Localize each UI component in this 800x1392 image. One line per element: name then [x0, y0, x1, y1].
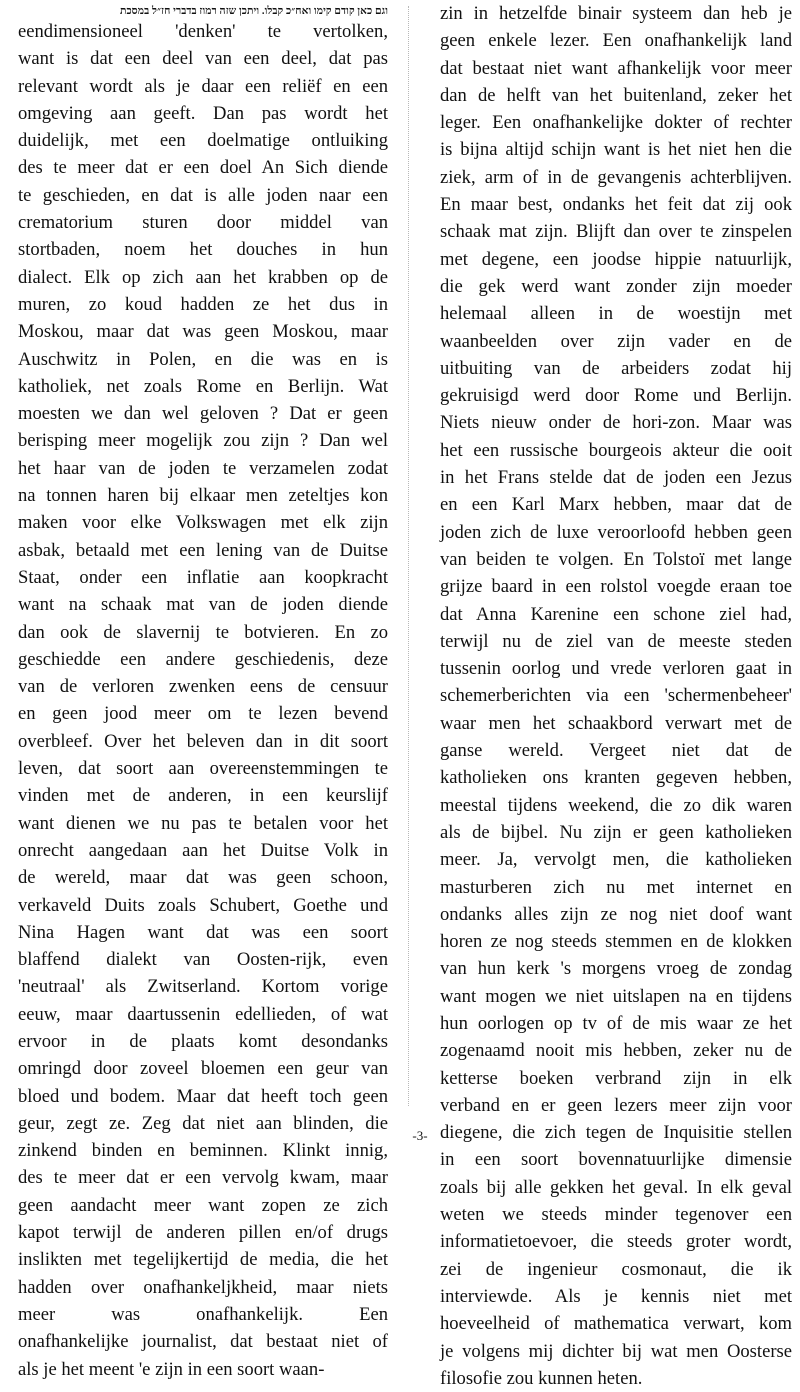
text-line: informatietoevoer, die steeds groter wordt,: [440, 1231, 792, 1253]
text-line: geen enkele lezer. Een onafhankelijk land: [440, 30, 792, 52]
text-line: muren, zo koud hadden ze het dus in: [18, 293, 388, 315]
text-line: in het Frans stelde dat de joden een Jezus: [440, 467, 792, 489]
text-line: hadden over onafhankeljkheid, maar niets: [18, 1276, 388, 1298]
text-line: van hun kerk 's morgens vroeg de zondag: [440, 958, 792, 980]
text-line: geen aandacht meer want zopen ze zich: [18, 1194, 388, 1216]
text-line: leger. Een onafhankelijke dokter of rechter: [440, 112, 792, 134]
text-line: dat Anna Karenine een schone ziel had,: [440, 603, 792, 625]
text-line: crematorium sturen door middel van: [18, 212, 388, 234]
text-line: katholieken ons kranten gegeven hebben,: [440, 767, 792, 789]
text-line: duidelijk, met een doelmatige ontluiking: [18, 130, 388, 152]
text-line: helemaal alleen in de woestijn met: [440, 303, 792, 325]
text-line: Auschwitz in Polen, en die was en is: [18, 348, 388, 370]
text-line: grijze baard in een rolstol voegde eraan toe: [440, 576, 792, 598]
text-line: zoals bij alle gekken het geval. In elk geval: [440, 1176, 792, 1198]
text-line: zogenaamd nooit mis hebben, zeker nu de: [440, 1040, 792, 1062]
text-line: want na schaak mat van de joden diende: [18, 594, 388, 616]
text-line: stortbaden, noem het douches in hun: [18, 239, 388, 261]
text-line: ganse wereld. Vergeet niet dat de: [440, 740, 792, 762]
text-line: is bijna altijd schijn want is het niet hen die: [440, 139, 792, 161]
text-line: bloed und bodem. Maar dat heeft toch geen: [18, 1085, 388, 1107]
text-line: onrecht aangedaan aan het Duitse Volk in: [18, 839, 388, 861]
text-line: want is dat een deel van een deel, dat pas: [18, 48, 388, 70]
text-line: zinkend binden en beminnen. Klinkt innig,: [18, 1140, 388, 1162]
text-line: asbak, betaald met een lening van de Duitse: [18, 539, 388, 561]
text-line: En maar best, ondanks het feit dat zij ook: [440, 194, 792, 216]
page-number: -3-: [412, 1128, 428, 1143]
text-line: schemerberichten via een 'schermenbeheer': [440, 685, 792, 707]
text-line: hoeveelheid of mathematica verwart, kom: [440, 1313, 792, 1335]
text-line: na tonnen haren bij elkaar men zeteltjes kon: [18, 485, 388, 507]
text-line: dialect. Elk op zich aan het krabben op de: [18, 266, 388, 288]
text-line: berisping meer mogelijk zou zijn ? Dan wel: [18, 430, 388, 452]
text-line: als de bijbel. Nu zijn er geen katholieken: [440, 821, 792, 843]
text-line: te geschieden, en dat is alle joden naar een: [18, 184, 388, 206]
right-column: [440, 0, 792, 1389]
text-line: joden zich de luxe veroorloofd hebben geen: [440, 521, 792, 543]
text-line: relevant wordt als je daar een reliëf en een: [18, 75, 388, 97]
text-line: meer. Ja, vervolgt men, die katholieken: [440, 849, 792, 871]
text-line: dan ook de slavernij te botvieren. En zo: [18, 621, 388, 643]
text-line: masturberen zich nu met internet en: [440, 876, 792, 898]
text-line: onafhankelijke journalist, dat bestaat niet of: [18, 1331, 388, 1353]
text-line: 'neutraal' als Zwitserland. Kortom vorige: [18, 976, 388, 998]
text-line: gekruisigd werd door Rome und Berlijn.: [440, 385, 792, 407]
text-line: filosofie zou kunnen heten.: [440, 1367, 643, 1389]
text-line: des te meer dat er een vervolg kwam, maar: [18, 1167, 388, 1189]
text-line: overbleef. Over het beleven dan in dit soort: [18, 730, 388, 752]
text-line: meer was onafhankelijk. Een: [18, 1303, 388, 1325]
text-line: tussenin oorlog und vrede verloren gaat in: [440, 658, 792, 680]
text-line: dat bestaat niet want afhankelijk voor meer: [440, 57, 792, 79]
text-line: en geen jood meer om te lezen bevend: [18, 703, 388, 725]
text-line: zei de ingenieur cosmonaut, die ik: [440, 1258, 792, 1280]
text-line: omringd door zoveel bloemen een geur van: [18, 1058, 388, 1080]
text-line: in een soort bovennatuurlijke dimensie: [440, 1149, 792, 1171]
text-line: ziek, arm of in de gevangenis achterblijven.: [440, 166, 792, 188]
right-column-text: [440, 0, 792, 1392]
text-line: het haar van de joden te verzamelen zodat: [18, 457, 388, 479]
text-line: en een Karl Marx hebben, maar dat de: [440, 494, 792, 516]
text-line: eeuw, maar daartussenin edellieden, of wat: [18, 1003, 388, 1025]
text-line: katholiek, net zoals Rome en Berlijn. Wat: [18, 375, 388, 397]
text-line: leven, dat soort aan overeenstemmingen te: [18, 758, 388, 780]
column-divider: [408, 6, 409, 1106]
text-line: verband en er geen lezers meer zijn voor: [440, 1094, 792, 1116]
text-line: vinden met de anderen, in een keurslijf: [18, 785, 388, 807]
text-line: terwijl nu de ziel van de meeste steden: [440, 630, 792, 652]
text-line: het een russische bourgeois akteur die ooit: [440, 439, 792, 461]
text-line: van beiden te volgen. En Tolstoï met lange: [440, 548, 792, 570]
text-line: geur, zegt ze. Zeg dat niet aan blinden, die: [18, 1112, 388, 1134]
text-line: moesten we dan wel geloven ? Dat er geen: [18, 403, 388, 425]
text-line: kapot terwijl de anderen pillen en/of drugs: [18, 1222, 388, 1244]
text-line: met degene, een joodse hippie natuurlijk,: [440, 248, 792, 270]
text-line: schaak mat zijn. Blijft dan over te zinspelen: [440, 221, 792, 243]
text-line: ondanks alles zijn ze nog niet doof want: [440, 903, 792, 925]
text-line: ketterse boeken verbrand zijn in elk: [440, 1067, 792, 1089]
text-line: waanbeelden over zijn vader en de: [440, 330, 792, 352]
text-line: inslikten met tegelijkertijd de media, die het: [18, 1249, 388, 1271]
text-line: diegene, die zich tegen de Inquisitie stellen: [440, 1122, 792, 1144]
text-line: verkaveld Duits zoals Schubert, Goethe und: [18, 894, 388, 916]
text-line: want mogen we niet uitslapen na en tijdens: [440, 985, 792, 1007]
text-line: eendimensioneel 'denken' te vertolken,: [18, 21, 388, 42]
text-line: blaffend dialekt van Oosten-rijk, even: [18, 949, 388, 971]
text-line: meestal tijdens weekend, die zo dik waren: [440, 794, 792, 816]
text-line: uitbuiting van de arbeiders zodat hij: [440, 357, 792, 379]
text-line: want dienen we nu pas te betalen voor het: [18, 812, 388, 834]
text-line: als je het meent 'e zijn in een soort waan-: [18, 1358, 325, 1380]
text-line: Niets nieuw onder de hori-zon. Maar was: [440, 412, 792, 434]
text-line: zin in hetzelfde binair systeem dan heb je: [440, 3, 792, 24]
text-line: die gek werd want zonder zijn moeder: [440, 275, 792, 297]
text-line: weten we steeds minder tegenover een: [440, 1204, 792, 1226]
text-line: waar men het schaakbord verwart met de: [440, 712, 792, 734]
text-line: omgeving aan geeft. Dan pas wordt het: [18, 102, 388, 124]
text-line: dan de helft van het buitenland, zeker het: [440, 84, 792, 106]
text-line: Moskou, maar dat was geen Moskou, maar: [18, 321, 388, 343]
text-line: geschiedde een andere geschiedenis, deze: [18, 648, 388, 670]
text-line: de wereld, maar dat was geen schoon,: [18, 867, 388, 889]
text-line: hun oorlogen op tv of de mis waar ze het: [440, 1012, 792, 1034]
text-line: je volgens mij dichter bij wat men Oosterse: [440, 1340, 792, 1362]
left-column-text: [18, 18, 388, 1383]
text-line: horen ze nog steeds stemmen en de klokken: [440, 931, 792, 953]
text-line: interviewde. Als je kennis niet met: [440, 1285, 792, 1307]
text-line: Nina Hagen want dat was een soort: [18, 921, 388, 943]
text-line: des te meer dat er een doel An Sich diende: [18, 157, 388, 179]
text-line: Staat, onder een inflatie aan koopkracht: [18, 566, 388, 588]
text-line: van de verloren zwenken eens de censuur: [18, 676, 388, 698]
text-line: maken voor elke Volkswagen met elk zijn: [18, 512, 388, 534]
text-line: ervoor in de plaats komt desondanks: [18, 1030, 388, 1052]
hebrew-header-line: וגם כאן קודם קימו ואח״כ קבלו. ויתכן שזה רמוז בדברי חז״ל במסכת: [119, 6, 388, 17]
left-column: [18, 0, 388, 1380]
